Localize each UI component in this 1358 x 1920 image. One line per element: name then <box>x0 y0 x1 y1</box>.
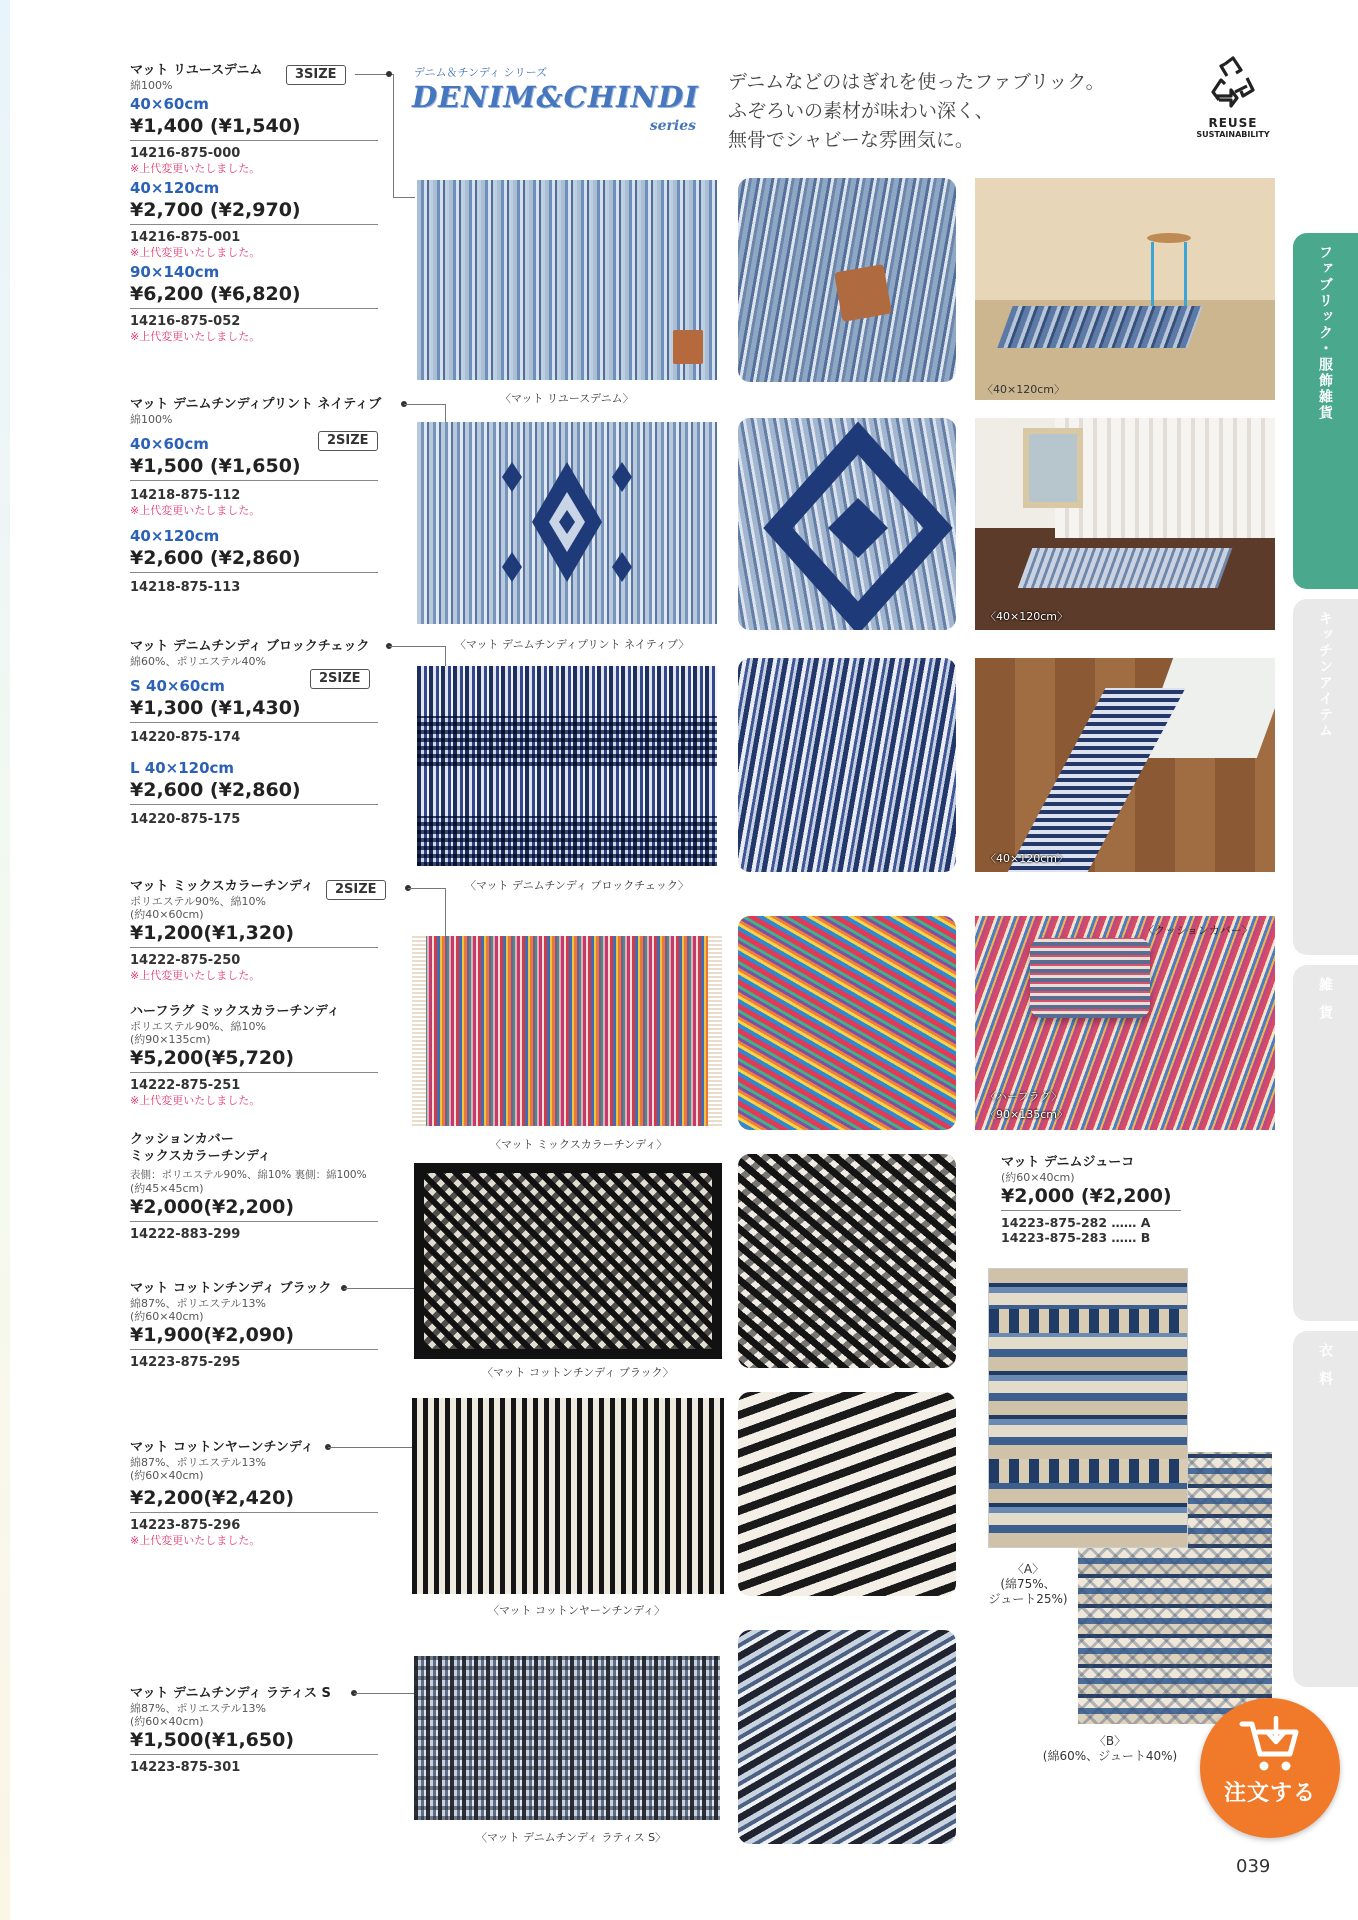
detail-image-native-print <box>738 418 956 630</box>
size-badge: 2SIZE <box>318 431 378 451</box>
product-material: 綿87%、ポリエステル13% <box>130 1456 266 1469</box>
product-image-native-print <box>417 422 717 624</box>
caption-a-line-1: (綿75%、 <box>1000 1577 1056 1591</box>
tab-goods-label: 雑貨 <box>1317 977 1333 1033</box>
caption-a-label: 〈A〉 <box>1011 1562 1045 1576</box>
detail-image-reuse-denim <box>738 178 956 382</box>
product-name: マット デニムジューコ <box>1001 1155 1135 1170</box>
product-name: マット ミックスカラーチンディ <box>130 879 314 894</box>
caption: 〈マット リユースデニム〉 <box>500 392 634 405</box>
logo-sub: series <box>649 118 696 134</box>
order-button[interactable] <box>1200 1698 1340 1838</box>
product-half-rug <box>130 1003 380 1108</box>
product-price: ¥2,200(¥2,420) <box>130 1486 378 1513</box>
scene-caption: 〈40×120cm〉 <box>982 383 1065 396</box>
logo-main: DENIM&CHINDI <box>412 80 699 114</box>
product-code: 14223-875-296 <box>130 1518 241 1533</box>
caption: 〈マット デニムチンディ ラティス S〉 <box>476 1831 667 1844</box>
product-name: ハーフラグ ミックスカラーチンディ <box>130 1004 340 1019</box>
variant-code: 14216-875-001 <box>130 230 241 245</box>
intro-line-3: 無骨でシャビーな雰囲気に。 <box>728 129 974 151</box>
rug <box>1018 548 1233 588</box>
scene-caption: 〈40×120cm〉 <box>985 852 1068 865</box>
product-price: ¥1,200(¥1,320) <box>130 921 378 948</box>
detail-image-block-check <box>738 658 956 872</box>
scene-caption-top: 〈クッションカバー〉 <box>1143 924 1253 937</box>
order-button-label: 注文する <box>1223 1781 1316 1806</box>
product-price: ¥2,000(¥2,200) <box>130 1195 378 1222</box>
stool-legs <box>1151 242 1187 312</box>
product-image-cotton-black <box>414 1163 722 1359</box>
jute-triangles <box>989 1309 1188 1333</box>
product-cushion-cover <box>130 1131 380 1243</box>
caption: 〈マット デニムチンディプリント ネイティブ〉 <box>455 638 690 651</box>
tab-fabric[interactable] <box>1293 233 1358 589</box>
variant-size: 40×60cm <box>130 95 209 113</box>
reuse-mark <box>1190 56 1276 139</box>
variant-code: 14218-875-112 <box>130 488 241 503</box>
scene-image-reuse-denim <box>975 178 1275 400</box>
product-name-2: ミックスカラーチンディ <box>130 1149 271 1164</box>
variant-note: ※上代変更いたしました。 <box>130 330 261 343</box>
product-name: マット コットンチンディ ブラック <box>130 1281 332 1296</box>
tab-clothing-label: 衣料 <box>1317 1343 1333 1399</box>
product-material: 綿87%、ポリエステル13% <box>130 1297 266 1310</box>
page-edge-stripe <box>0 0 10 1920</box>
variant-size: 40×120cm <box>130 179 220 197</box>
jute-triangles <box>989 1459 1188 1483</box>
product-material: 綿87%、ポリエステル13% <box>130 1702 266 1715</box>
product-dimension: (約60×40cm) <box>130 1469 204 1482</box>
detail-image-lattice <box>738 1630 956 1844</box>
caption: 〈マット ミックスカラーチンディ〉 <box>490 1138 668 1151</box>
variant-code: 14220-875-174 <box>130 730 241 745</box>
product-price: ¥5,200(¥5,720) <box>130 1046 378 1073</box>
leader-line <box>393 197 415 198</box>
variant-size: S 40×60cm <box>130 677 225 695</box>
leader-line <box>393 74 394 197</box>
variant-code: 14220-875-175 <box>130 812 241 827</box>
fringe-right <box>708 936 722 1126</box>
product-name: マット リユースデニム <box>130 63 263 78</box>
product-image-lattice <box>414 1656 720 1820</box>
curtain <box>1055 418 1275 538</box>
product-name: マット コットンヤーンチンディ <box>130 1440 314 1455</box>
scene-caption: 〈40×120cm〉 <box>985 610 1068 623</box>
tab-kitchen-label: キッチンアイテム <box>1317 611 1333 739</box>
cart-download-icon <box>1238 1716 1302 1774</box>
product-code: 14222-875-251 <box>130 1078 241 1093</box>
sustainability-label: SUSTAINABILITY <box>1196 130 1270 139</box>
page-number: 039 <box>1236 1856 1271 1877</box>
product-code: 14222-883-299 <box>130 1227 241 1242</box>
product-dimension: (約60×40cm) <box>1001 1171 1075 1184</box>
product-name: マット デニムチンディ ラティス S <box>130 1686 331 1701</box>
intro-line-1: デニムなどのはぎれを使ったファブリック。 <box>728 71 1105 93</box>
product-price: ¥1,900(¥2,090) <box>130 1323 378 1350</box>
caption-a-line-2: ジュート25%) <box>988 1592 1068 1606</box>
tab-kitchen[interactable] <box>1293 599 1358 955</box>
intro-line-2: ふぞろいの素材が味わい深く、 <box>728 100 994 122</box>
product-dimension: (約40×60cm) <box>130 908 204 921</box>
recycle-icon <box>1207 56 1259 112</box>
product-image-mix-color <box>412 936 722 1126</box>
leader-line <box>445 404 446 424</box>
native-pattern <box>417 422 717 624</box>
native-detail-pattern <box>738 418 956 630</box>
product-cotton-yarn <box>130 1439 380 1548</box>
product-material: ポリエステル90%、綿10% <box>130 895 266 908</box>
detail-overlay <box>738 1154 956 1368</box>
leader-line <box>408 888 446 889</box>
product-block-check <box>130 638 380 828</box>
leather-tag <box>673 330 703 364</box>
variant-size: 40×60cm <box>130 435 209 453</box>
product-code-a: 14223-875-282 …… A <box>1001 1215 1151 1230</box>
product-dimension: (約60×40cm) <box>130 1715 204 1728</box>
series-label: デニム＆チンディ シリーズ <box>414 66 548 79</box>
variant-note: ※上代変更いたしました。 <box>130 246 261 259</box>
product-material: 綿100% <box>130 413 173 426</box>
product-price: ¥2,000 (¥2,200) <box>1001 1184 1181 1211</box>
variant-price: ¥6,200 (¥6,820) <box>130 282 378 309</box>
product-material: 綿60%、ポリエステル40% <box>130 655 266 668</box>
variant-code: 14216-875-052 <box>130 314 241 329</box>
product-note: ※上代変更いたしました。 <box>130 969 261 982</box>
product-dimension: (約60×40cm) <box>130 1310 204 1323</box>
diamond-overlay <box>424 1173 712 1349</box>
caption-b-label: 〈B〉 <box>1093 1734 1127 1748</box>
picture-frame <box>1023 428 1083 508</box>
product-note: ※上代変更いたしました。 <box>130 1534 261 1547</box>
tab-goods[interactable] <box>1293 965 1358 1321</box>
product-note: ※上代変更いたしました。 <box>130 1094 261 1107</box>
reuse-label: REUSE <box>1208 116 1258 130</box>
caption-b <box>1030 1734 1190 1764</box>
product-image-cotton-yarn <box>412 1398 724 1594</box>
variant-price: ¥1,300 (¥1,430) <box>130 696 378 723</box>
check-block <box>417 816 717 866</box>
leader-line <box>445 888 446 936</box>
size-badge: 2SIZE <box>326 880 386 900</box>
caption: 〈マット コットンチンディ ブラック〉 <box>482 1366 674 1379</box>
variant-size: 90×140cm <box>130 263 220 281</box>
product-cotton-black <box>130 1280 380 1371</box>
intro-text <box>728 68 1105 155</box>
leader-line <box>354 1693 414 1694</box>
product-material: ポリエステル90%、綿10% <box>130 1020 266 1033</box>
rug <box>997 306 1202 348</box>
product-image-jute-a <box>988 1268 1188 1548</box>
product-code: 14223-875-295 <box>130 1355 241 1370</box>
variant-code: 14218-875-113 <box>130 580 241 595</box>
variant-note: ※上代変更いたしました。 <box>130 504 261 517</box>
variant-size: L 40×120cm <box>130 759 235 777</box>
product-image-block-check <box>417 666 717 866</box>
tab-clothing[interactable] <box>1293 1331 1358 1687</box>
rug <box>1004 688 1185 872</box>
scene-caption-2: 〈90×135cm〉 <box>985 1108 1068 1121</box>
product-native-print <box>130 396 380 596</box>
series-logo <box>412 64 712 144</box>
product-material: 表側：ポリエステル90%、綿10% 裏側：綿100% <box>130 1169 367 1181</box>
product-reuse-denim <box>130 62 380 344</box>
tab-fabric-label: ファブリック・服飾雑貨 <box>1317 245 1333 421</box>
variant-price: ¥1,500 (¥1,650) <box>130 454 378 481</box>
caption: 〈マット コットンヤーンチンディ〉 <box>488 1604 666 1617</box>
product-material: 綿100% <box>130 79 173 92</box>
size-badge: 2SIZE <box>310 669 370 689</box>
variant-size: 40×120cm <box>130 527 220 545</box>
caption-b-line-1: (綿60%、ジュート40%) <box>1042 1749 1178 1763</box>
variant-code: 14216-875-000 <box>130 146 241 161</box>
scene-image-block-check <box>975 658 1275 872</box>
lattice-overlay <box>414 1656 720 1820</box>
product-code-b: 14223-875-283 …… B <box>1001 1230 1151 1245</box>
caption-a <box>978 1562 1078 1607</box>
variant-price: ¥1,400 (¥1,540) <box>130 114 378 141</box>
product-lattice <box>130 1685 380 1776</box>
leader-line <box>328 1447 414 1448</box>
scene-caption-1: 〈ハーフラグ〉 <box>985 1090 1062 1103</box>
size-badge: 3SIZE <box>286 65 346 85</box>
scene-image-native-print <box>975 418 1275 630</box>
leader-line <box>344 1288 414 1289</box>
product-denim-jute <box>1001 1154 1241 1245</box>
leader-line <box>404 404 446 405</box>
product-code: 14222-875-250 <box>130 953 241 968</box>
variant-price: ¥2,700 (¥2,970) <box>130 198 378 225</box>
product-dimension: (約45×45cm) <box>130 1182 204 1195</box>
detail-image-mix-color <box>738 916 956 1130</box>
check-block <box>417 716 717 766</box>
fringe-left <box>412 936 426 1126</box>
product-name: マット デニムチンディプリント ネイティブ <box>130 397 382 412</box>
product-price: ¥1,500(¥1,650) <box>130 1728 378 1755</box>
variant-price: ¥2,600 (¥2,860) <box>130 778 378 805</box>
leader-line <box>389 646 445 647</box>
product-dimension: (約90×135cm) <box>130 1033 211 1046</box>
variant-note: ※上代変更いたしました。 <box>130 162 261 175</box>
variant-price: ¥2,600 (¥2,860) <box>130 546 378 573</box>
detail-image-cotton-yarn <box>738 1392 956 1596</box>
leader-dot <box>386 71 392 77</box>
product-code: 14223-875-301 <box>130 1760 241 1775</box>
leather-tag <box>834 264 892 322</box>
product-name-1: クッションカバー <box>130 1132 234 1147</box>
detail-image-cotton-black <box>738 1154 956 1368</box>
caption: 〈マット デニムチンディ ブロックチェック〉 <box>465 879 689 892</box>
cushion <box>1030 938 1150 1018</box>
product-name: マット デニムチンディ ブロックチェック <box>130 639 370 654</box>
leader-line <box>445 646 446 666</box>
product-image-reuse-denim <box>417 180 717 380</box>
